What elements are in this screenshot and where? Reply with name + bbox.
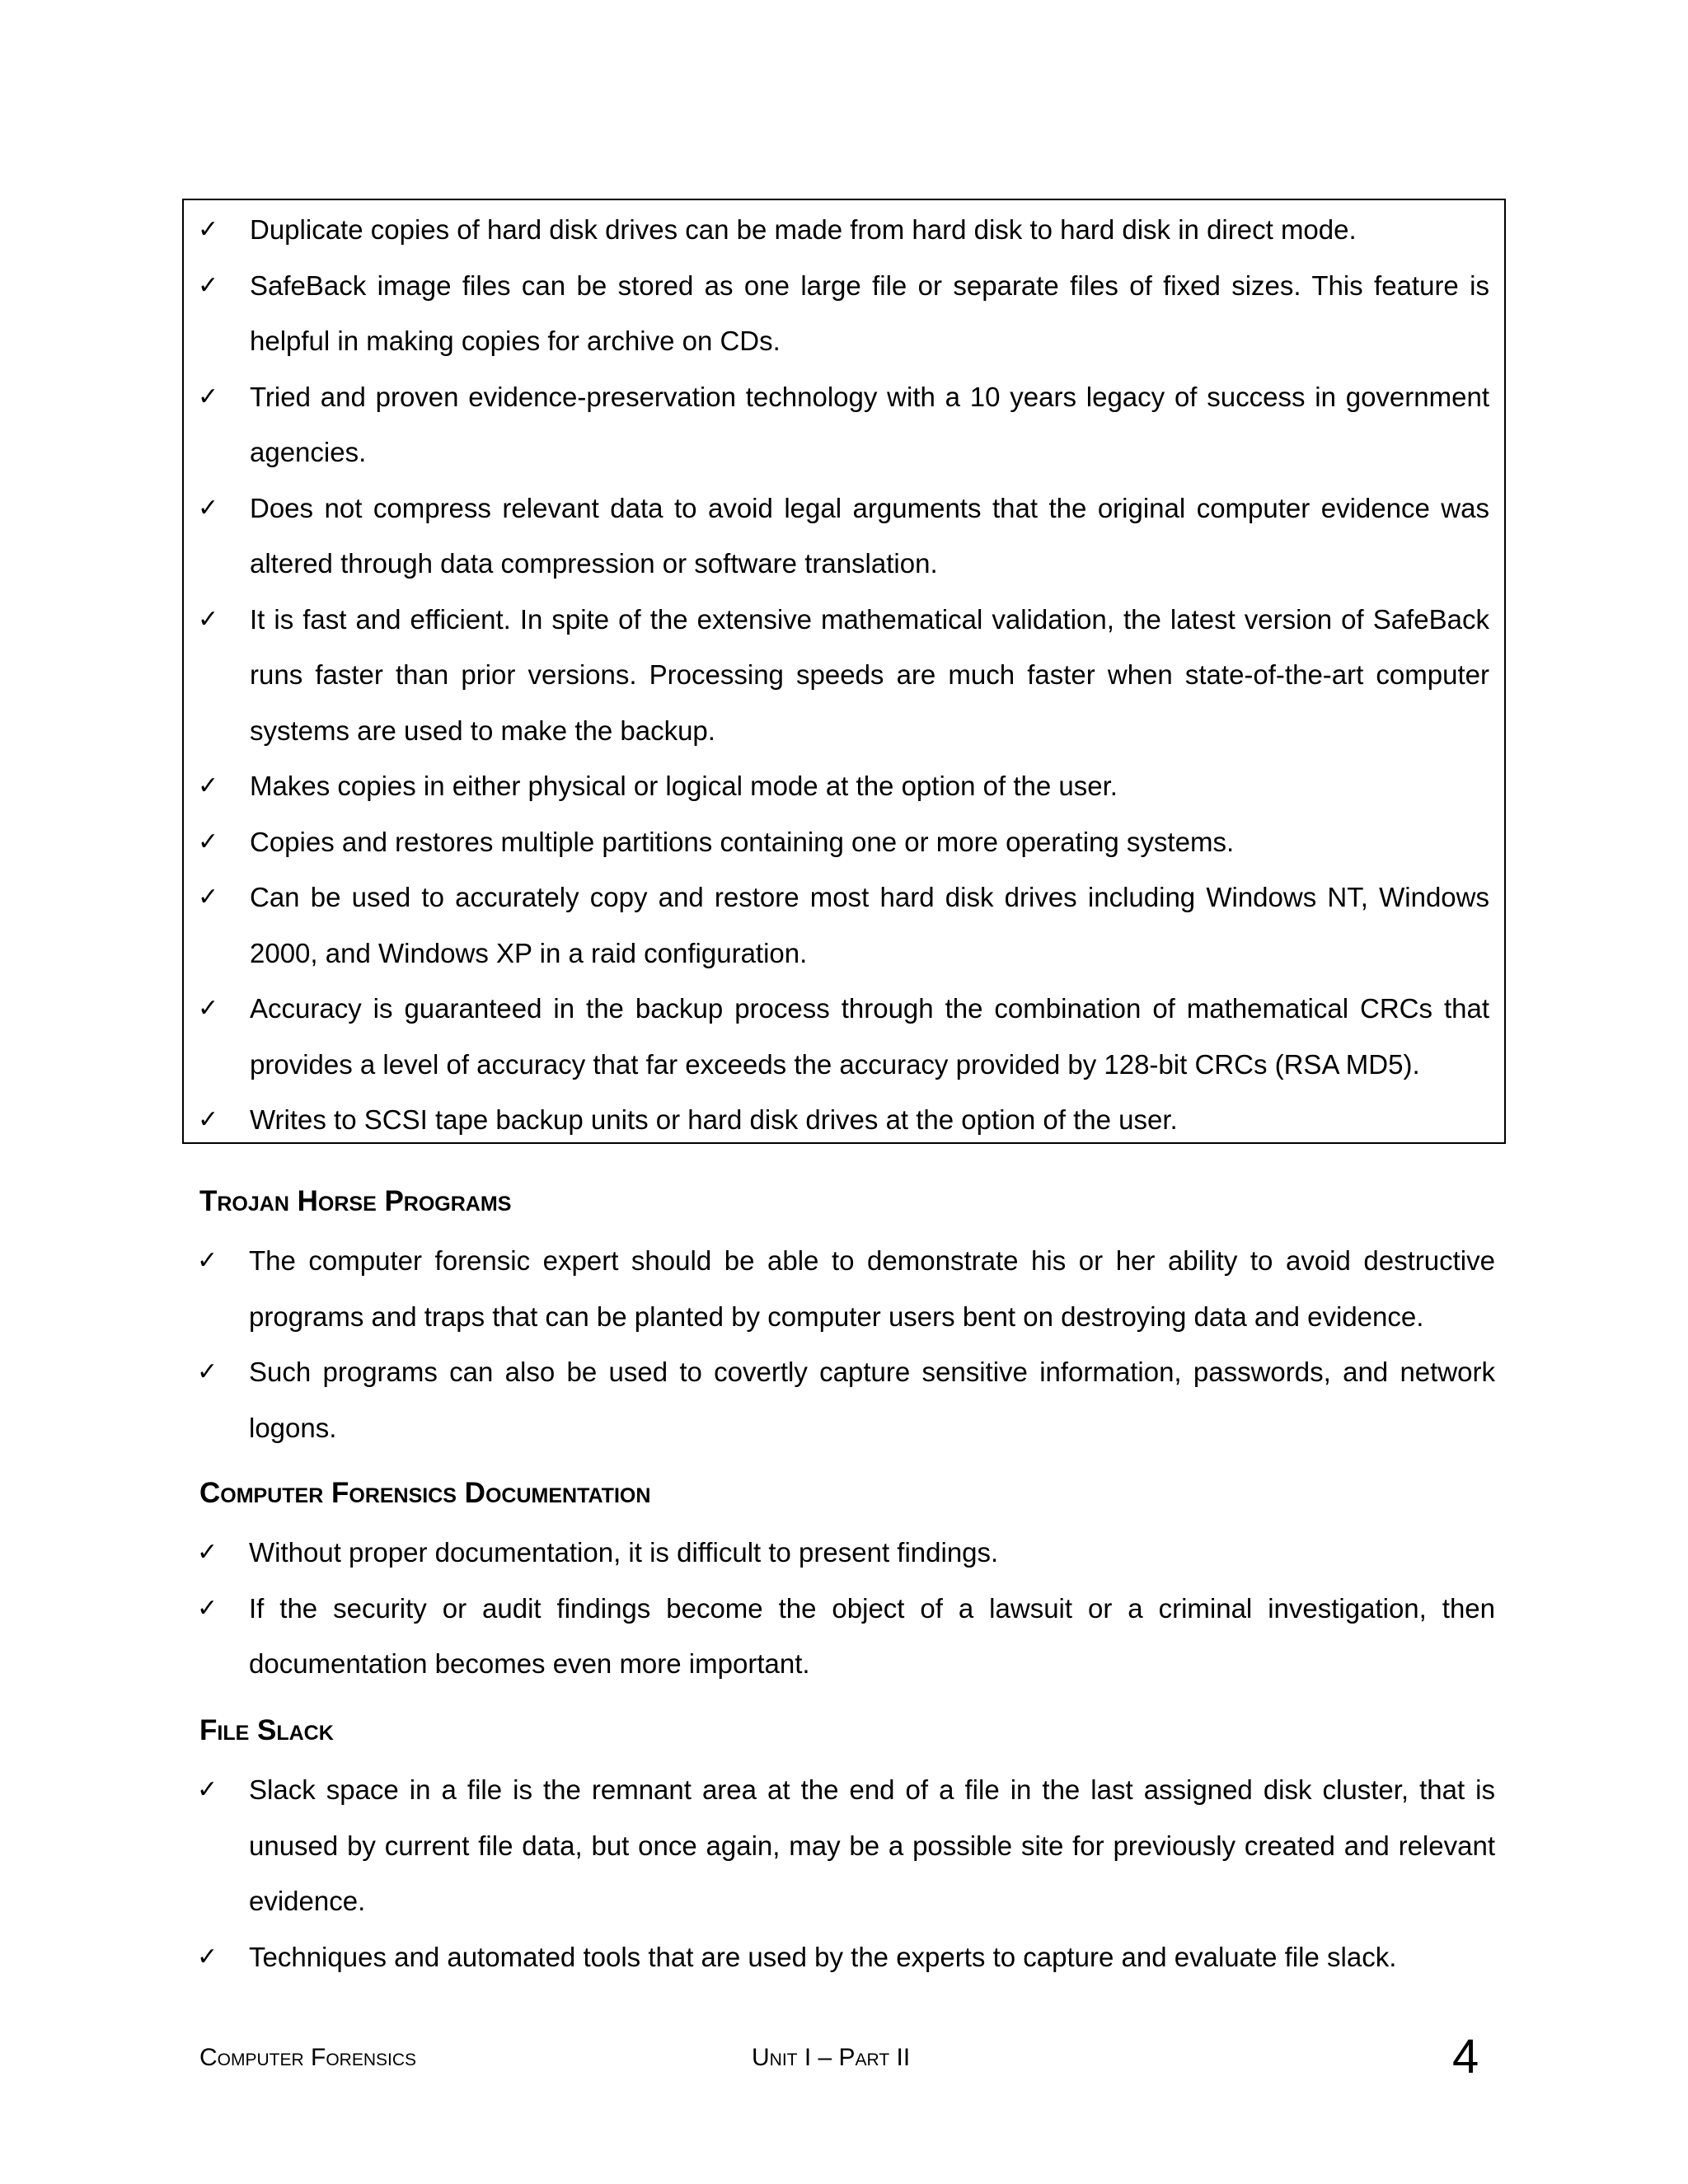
- list-item-text: Slack space in a file is the remnant area at the end of a file in the last assigned disk cluster, that is unused by current file data, but once again, may be a possible site for previously created and relevant evidence.: [249, 1774, 1495, 1916]
- list-item-text: If the security or audit findings become the object of a lawsuit or a criminal investigation, then documentation becomes even more important.: [249, 1592, 1495, 1679]
- list-item-text: Copies and restores multiple partitions containing one or more operating systems.: [250, 826, 1235, 857]
- checkmark-icon: ✓: [198, 1105, 219, 1134]
- section-heading: Trojan Horse Programs: [199, 1185, 512, 1217]
- list-item-text: SafeBack image files can be stored as one large file or separate files of fixed sizes. This feature is helpful in making copies for archive on CDs.: [250, 269, 1489, 356]
- checkmark-icon: ✓: [198, 493, 219, 523]
- page-footer: [0, 2030, 1688, 2087]
- section-file-slack: [183, 1710, 1495, 1985]
- page-number: 4: [1452, 2030, 1479, 2083]
- section-trojan-horse-programs: [183, 1181, 1495, 1455]
- section-list: [183, 1525, 1495, 1692]
- checkmark-icon: ✓: [198, 604, 219, 634]
- checkmark-icon: ✓: [198, 215, 219, 244]
- section-list: [183, 1233, 1495, 1455]
- list-item-text: Accuracy is guaranteed in the backup process through the combination of mathematical CRCs that provides a level of accuracy that far exceeds the accuracy provided by 128-bit CRCs (RSA MD5).: [250, 993, 1489, 1080]
- list-item-text: Such programs can also be used to covertly capture sensitive information, passwords, and network logons.: [249, 1357, 1495, 1443]
- list-item: [183, 1525, 1495, 1581]
- list-item-text: Duplicate copies of hard disk drives can be made from hard disk to hard disk in direct mode.: [250, 214, 1357, 245]
- checkmark-icon: ✓: [198, 827, 219, 856]
- checkmark-icon: ✓: [198, 382, 219, 411]
- list-item-text: Makes copies in either physical or logical mode at the option of the user.: [250, 771, 1118, 801]
- list-item-text: Does not compress relevant data to avoid legal arguments that the original computer evidence was altered through data compression or software translation.: [250, 492, 1489, 579]
- footer-course-title: Computer Forensics: [199, 2044, 417, 2071]
- list-item-text: Tried and proven evidence-preservation technology with a 10 years legacy of success in government agencies.: [250, 381, 1489, 467]
- list-item: [184, 592, 1489, 759]
- checkmark-icon: ✓: [197, 1246, 218, 1275]
- checkmark-icon: ✓: [197, 1942, 218, 1971]
- section-computer-forensics-documentation: [183, 1473, 1495, 1692]
- list-item-text: Can be used to accurately copy and restore most hard disk drives including Windows NT, Windows 2000, and Windows XP in a raid configuration.: [250, 882, 1489, 968]
- list-item: [184, 981, 1489, 1092]
- list-item: [184, 1092, 1489, 1148]
- list-item: [184, 369, 1489, 480]
- list-item: [184, 258, 1489, 369]
- list-item: [183, 1929, 1495, 1985]
- list-item: [184, 814, 1489, 870]
- checkmark-icon: ✓: [197, 1538, 218, 1567]
- list-item-text: Without proper documentation, it is difficult to present findings.: [249, 1537, 999, 1568]
- section-list: [183, 1762, 1495, 1985]
- list-item: [184, 869, 1489, 981]
- safeback-features-box: [182, 199, 1506, 1144]
- checkmark-icon: ✓: [198, 883, 219, 912]
- list-item: [184, 758, 1489, 814]
- checkmark-icon: ✓: [198, 270, 219, 300]
- list-item: [183, 1233, 1495, 1344]
- list-item-text: The computer forensic expert should be able to demonstrate his or her ability to avoid destructive programs and traps that can be planted by computer users bent on destroying data and evidence.: [249, 1245, 1495, 1332]
- list-item: [183, 1762, 1495, 1929]
- checkmark-icon: ✓: [197, 1775, 218, 1804]
- checkmark-icon: ✓: [197, 1357, 218, 1386]
- checkmark-icon: ✓: [198, 771, 219, 800]
- list-item-text: Techniques and automated tools that are used by the experts to capture and evaluate file slack.: [249, 1941, 1397, 1972]
- list-item: [184, 480, 1489, 592]
- list-item: [183, 1344, 1495, 1455]
- list-item: [184, 202, 1489, 258]
- section-heading: Computer Forensics Documentation: [199, 1477, 651, 1509]
- safeback-features-list: [184, 202, 1489, 1148]
- section-heading: File Slack: [199, 1714, 334, 1746]
- checkmark-icon: ✓: [198, 994, 219, 1023]
- list-item: [183, 1581, 1495, 1692]
- list-item-text: It is fast and efficient. In spite of the extensive mathematical validation, the latest version of SafeBack runs faster than prior versions. Processing speeds are much faster when state-of-the-art computer systems are used to make the backup.: [250, 603, 1489, 746]
- footer-unit-label: Unit I – Part II: [752, 2044, 911, 2071]
- list-item-text: Writes to SCSI tape backup units or hard disk drives at the option of the user.: [250, 1104, 1178, 1135]
- checkmark-icon: ✓: [197, 1593, 218, 1623]
